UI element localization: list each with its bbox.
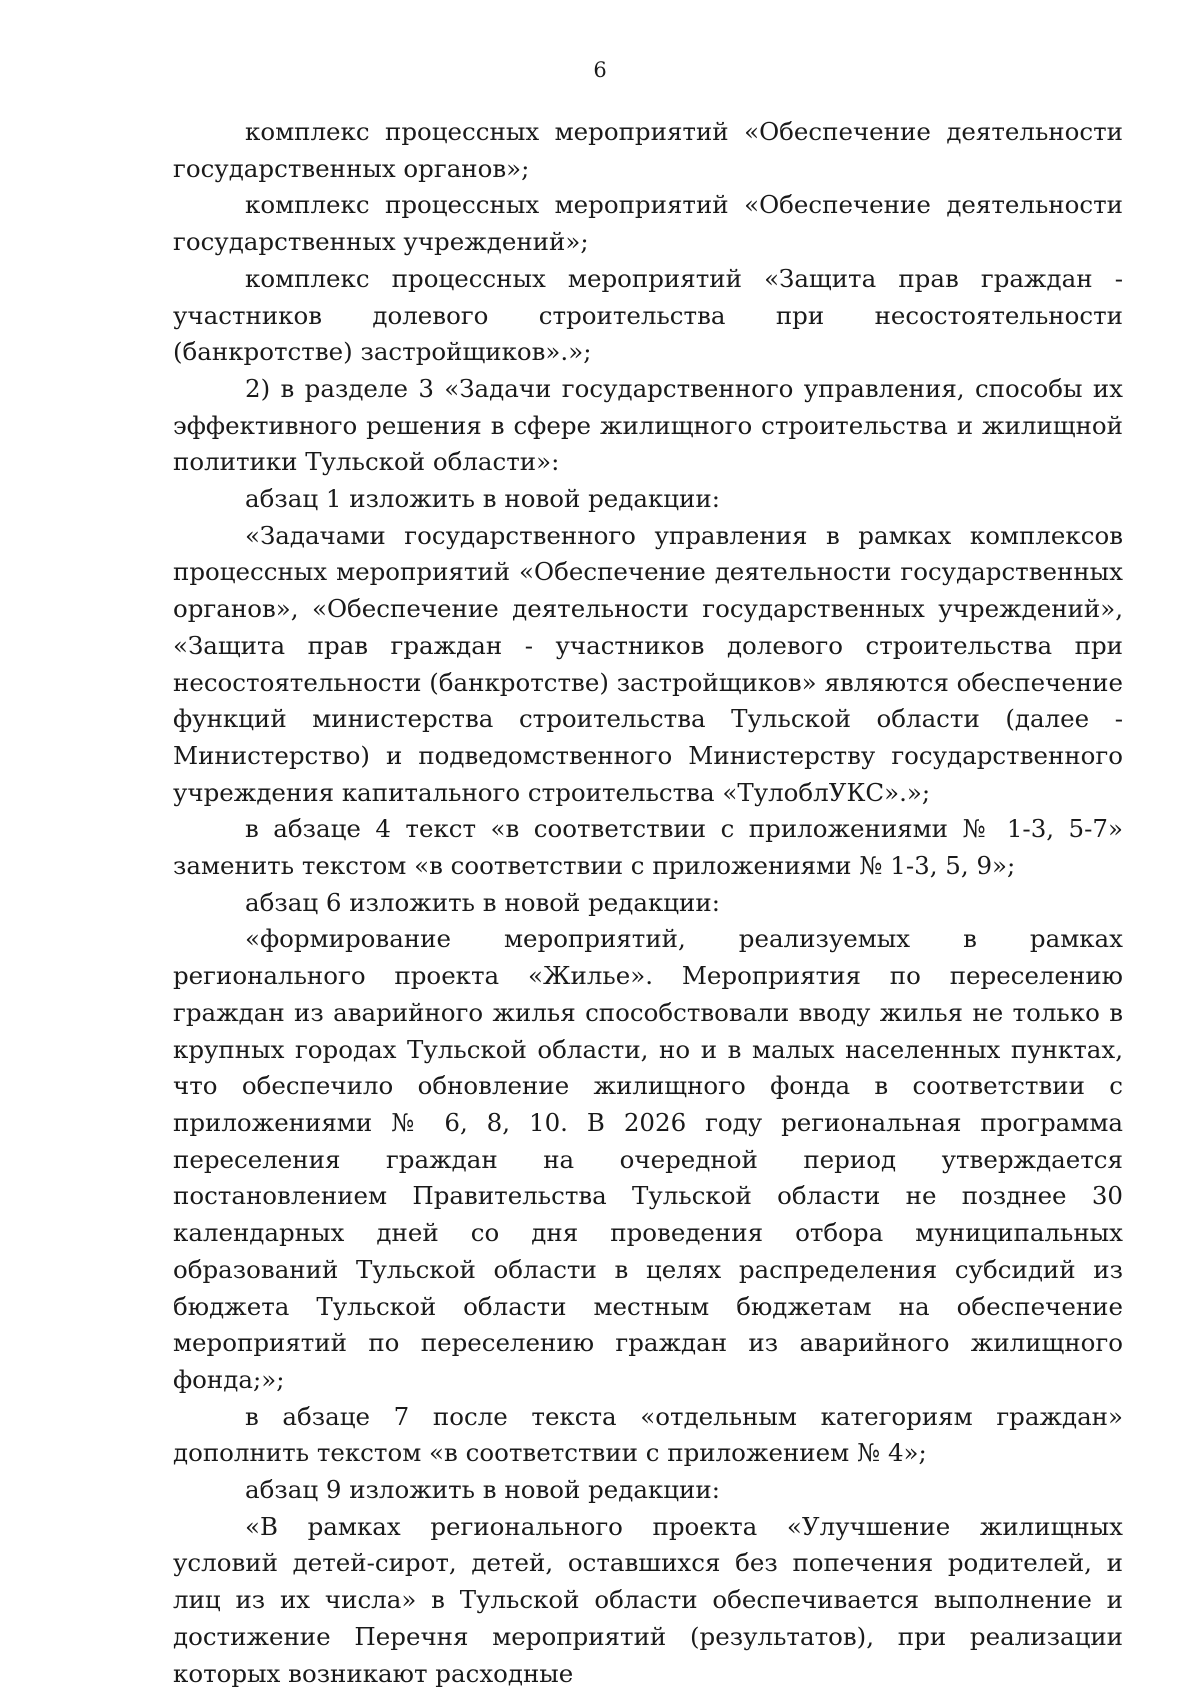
paragraph-5: абзац 1 изложить в новой редакции: — [245, 484, 720, 514]
paragraph-10: в абзаце 7 после текста «отдельным категориям граждан» дополнить текстом «в соответствии с приложением № 4»; — [173, 1401, 1123, 1468]
paragraph-12: «В рамках регионального проекта «Улучшение жилищных условий детей-сирот, детей, оставшихся без попечения родителей, и лиц из их числа» в Тульской области обеспечивается выполнение и достижение Перечня мероприятий (результатов), при реализации которых возникают расходные — [173, 1511, 1123, 1688]
paragraph-4: 2) в разделе 3 «Задачи государственного управления, способы их эффективного решения в сфере жилищного строительства и жилищной политики Тульской области»: — [173, 373, 1123, 477]
document-body — [173, 114, 1123, 1692]
paragraph-8: абзац 6 изложить в новой редакции: — [245, 887, 720, 917]
paragraph-7: в абзаце 4 текст «в соответствии с приложениями № 1-3, 5-7» заменить текстом «в соответствии с приложениями № 1-3, 5, 9»; — [173, 814, 1123, 881]
paragraph-3: комплекс процессных мероприятий «Защита прав граждан - участников долевого строительства при несостоятельности (банкротстве) застройщиков».»; — [173, 263, 1123, 367]
page-number: 6 — [593, 58, 607, 82]
paragraph-9: «формирование мероприятий, реализуемых в рамках регионального проекта «Жилье». Мероприятия по переселению граждан из аварийного жилья способствовали вводу жилья не только в крупных городах Тульской области, но и в малых населенных пунктах, что обеспечило обновление жилищного фонда в соответствии с приложениями № 6, 8, 10. В 2026 году региональная программа переселения граждан на очередной период утверждается постановлением Правительства Тульской области не позднее 30 календарных дней со дня проведения отбора муниципальных образований Тульской области в целях распределения субсидий из бюджета Тульской области местным бюджетам на обеспечение мероприятий по переселению граждан из аварийного жилищного фонда;»; — [173, 924, 1123, 1394]
paragraph-6: «Задачами государственного управления в рамках комплексов процессных мероприятий «Обеспечение деятельности государственных органов», «Обеспечение деятельности государственных учреждений», «Защита прав граждан - участников долевого строительства при несостоятельности (банкротстве) застройщиков» являются обеспечение функций министерства строительства Тульской области (далее - Министерство) и подведомственного Министерству государственного учреждения капитального строительства «ТулоблУКС».»; — [173, 520, 1123, 807]
paragraph-11: абзац 9 изложить в новой редакции: — [245, 1475, 720, 1505]
paragraph-2: комплекс процессных мероприятий «Обеспечение деятельности государственных учреждений»; — [173, 190, 1123, 257]
paragraph-1: комплекс процессных мероприятий «Обеспечение деятельности государственных органов»; — [173, 117, 1123, 183]
